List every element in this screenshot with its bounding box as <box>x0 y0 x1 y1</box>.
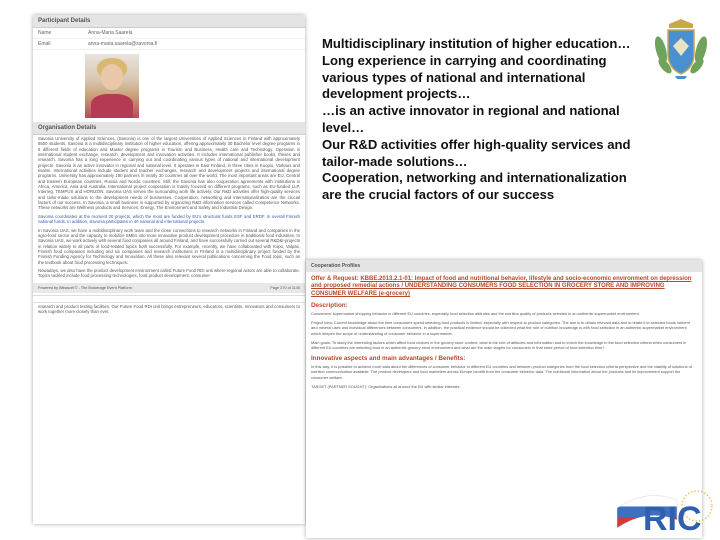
footer-right: Page 270 of 1145 <box>270 285 300 290</box>
description-paragraph-3: Main goals: To study the interesting factors which affect food choices in the grocery store context; what is the role of attitudes and information and to enrich the knowledge in the food selection criteria when consumers in different EU countries are selecting food in an authentic grocery store environment and what are the main targets for consumers in that store period of food selection time? <box>311 339 687 351</box>
organisation-paragraph-2: Savonia coordinates at the moment 20 projects, which the most are funded by EU's structural funds ESF and ERDF. In overall Finnish national funds. In addition, Savonia participates in 40 national and international projects. <box>38 213 300 225</box>
coat-of-arms-icon <box>651 16 711 80</box>
name-row <box>33 28 305 39</box>
headline-line: Cooperation, networking and internationalization are the crucial factors of our success <box>322 170 627 203</box>
page-break <box>33 295 305 303</box>
cooperation-profiles-header: Cooperation Profiles <box>306 260 702 272</box>
headline-line: Long experience in carrying and coordinating various types of national and international development projects… <box>322 52 607 102</box>
logo-text: RIC <box>643 500 702 536</box>
participant-photo <box>85 54 139 118</box>
description-paragraph-2: Project Idea: Current knowledge about the time consumers spend selecting food products is limited, especially with respect to product categories. The aim is to obtain relevant data and to relate it to selected foods nutrient and mineral uses and individual differences between consumers. In addition, the practical evidence should be collected what the role of nutrition knowledge is with food selection in an authentic supermarket environment which deepen the scope of understanding of consumer behavior in a supermarket. <box>311 319 690 336</box>
innovative-aspects-paragraph: In this way, it is possible to achieve more data about the differences of consumer behavior in different EU countries and between product categories from the food selection criteria perspective and the viability of solutions of nutrition communication available. The product developers and food marketers across Europe benefit from the consumer behavior data. The nutritional information about the products and its improvement support the consumer welfare. <box>311 363 692 380</box>
headline-text <box>322 36 642 204</box>
footer-left: Powered by Bilbasoft © - The Brokerage Event Platform <box>38 285 132 290</box>
offer-prefix: Offer & Request: <box>311 276 361 282</box>
name-value: Anna-Maria Saarela <box>88 30 133 36</box>
headline-line: Our R&D activities offer high-quality services and tailor-made solutions… <box>322 136 631 169</box>
description-paragraph-1: Consumers' supermarket shopping behavior in different EU countries, especially food selection attitudes and the nutrition quality of products selected in an authentic supermarket environment. <box>311 311 640 317</box>
email-value: anna-maria.saarela@savonia.fi <box>88 41 158 47</box>
ric-logo-icon <box>617 478 717 536</box>
email-label: Email <box>38 41 51 47</box>
headline-line: …is an active innovator in regional and national level… <box>322 103 620 135</box>
participant-details-header: Participant Details <box>33 15 305 28</box>
headline-line: Multidisciplinary institution of higher education… <box>322 36 631 51</box>
page-footer <box>33 283 305 293</box>
innovative-aspects-heading: Innovative aspects and main advantages / Benefits: <box>311 354 466 362</box>
target-paragraph: TARGET (PARTNER SOUGHT): Organisations all around the EU with similar interests <box>311 383 460 389</box>
description-heading: Description: <box>311 302 348 310</box>
organisation-details-header: Organisation Details <box>33 122 305 135</box>
email-row <box>33 39 305 50</box>
offer-title-text: KBBE.2013.2.1-01: Impact of food and nutritional behavior, lifestyle and socio-economic environment on depression and proposed remedial actions / UNDERSTANDING CONSUMERS FOOD SELECTION IN GROCERY STORE AND IMPROVING CONSUMER WELFARE (e-grocery) <box>311 276 692 297</box>
participant-document <box>33 15 305 524</box>
organisation-paragraph-1: Savonia University of Applied Sciences, (Savonia) is one of the largest Universities of Applied Sciences in Finland with approximately 6500 students. Savonia is a multidisciplinary institution of higher education, offering approximately 30 Bachelor level degree programs in 6 different fields of education and Master degree programs in Tourism and Business, Health care and Technology. Operation is international student exchange, research, development and innovation activities. It includes international publisher books, theses and research. Savonia has a long experience in carrying out and coordinating various types of national and international development projects. Savonia is an active innovator in regional and national level. It operates in East Finland, in three cities in Kuopio, Varkaus and Iisalmi. International activities include student and teacher exchanges, research and development projects and international degree programs. University has approximately 180 partners in nearly 30 countries all over the world. The most important areas are EU, Central and Eastern European countries, Russia and Nordic countries. Still, the Savonia has also cooperation agreements with institutions in Africa, America, Asia and Australia. International project cooperation is mainly focused on different programs, such as EU-funded LLP, Interreg, TEMPUS and HORIZON. Savonia UAS serves the surrounding work life actively. Our R&D activities offer high-quality services and tailor-made solutions to the development needs of businesses. Cooperation, networking and internationalization are the crucial factors of our success. In Savonia, a small business is supported by organizing R&D information services called Competence Networks. These networks are Wellness products and Services, Energy, The Environment and Safety and Industrial Design. <box>38 136 300 211</box>
name-label: Name <box>38 30 52 36</box>
organisation-paragraph-4: Nowadays, we also have the product development environment called Future Food RDI unit where regional actors are able to collaborate. Topics tackled include food processing technologies, food product development, consumer <box>38 267 300 279</box>
organisation-paragraph-3: In Savonia UAS, we have a multidisciplinary work team and the close connections to research networks in Finland and companies in the agro-food sector and the capacity to mobilize SMEs into more innovative product development procedure in traditional food industries. In Savonia UAS, we work actively with several food companies all around Finland, and have successfully carried out several R&D&I-projects in relation widely to all parts of food-related topics both successfully. For example, recently, we have collaborated with Kopo, Valpas, Finnish food companies including and six companies and research institutions in Finland in a multidisciplinary project funded by the Finnish Funding Agency for Technology and Innovation. All these also relevant several publications concerning the Food topic, such as the textbook about food processing techniques. <box>38 227 300 265</box>
organisation-paragraph-5: research and product testing facilities. Our Future Food RDI unit brings entrepreneurs, educators, scientists, innovators and consumers to work together more closely than ever. <box>38 303 300 314</box>
offer-title <box>306 272 702 300</box>
